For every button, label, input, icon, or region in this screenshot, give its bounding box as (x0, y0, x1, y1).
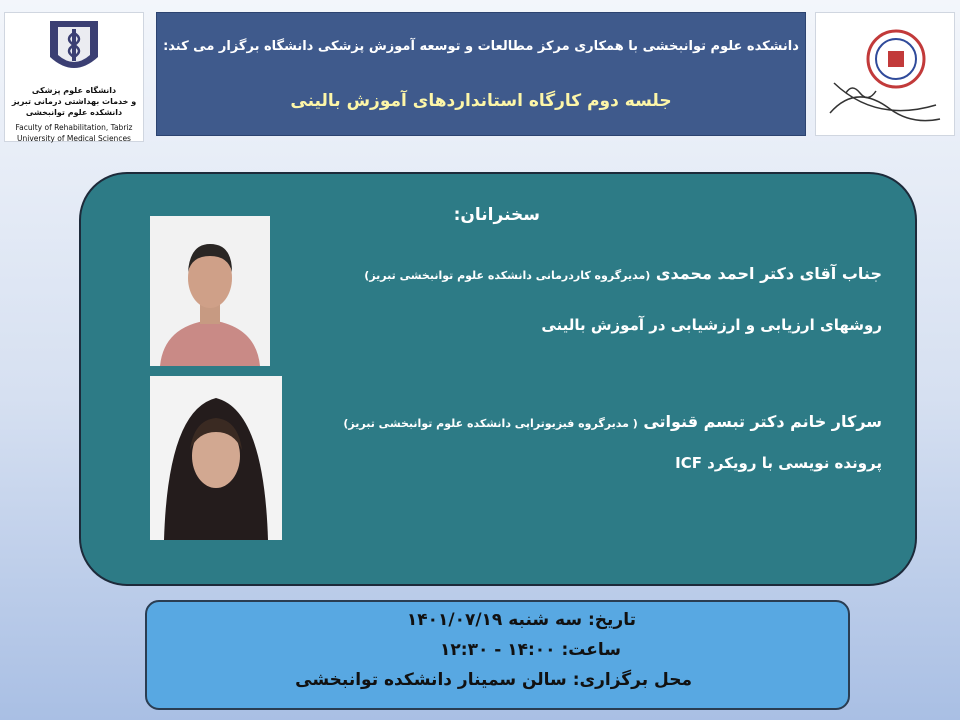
logo-en-line-1: Faculty of Rehabilitation, Tabriz (15, 123, 133, 132)
speaker-1-topic: روشهای ارزیابی و ارزشیابی در آموزش بالینی (541, 316, 882, 334)
logo-fa-line-2: و خدمات بهداشتی درمانی تبریز (11, 97, 137, 106)
emblem-icon (44, 17, 104, 81)
edc-seal-icon (816, 13, 954, 135)
speaker-2-topic: پرونده نویسی با رویکرد ICF (675, 454, 882, 472)
place-label: محل برگزاری: (572, 670, 692, 690)
time-row (147, 640, 848, 660)
time-value: ۱۴:۰۰ - ۱۲:۳۰ (440, 640, 556, 660)
logo-fa-line-3: دانشکده علوم توانبخشی (25, 108, 123, 117)
logo-en-line-2: University of Medical Sciences (17, 134, 131, 143)
speaker-2-affiliation: ( مدیرگروه فیزیوتراپی دانشکده علوم توانبخشی تبریز) (343, 417, 638, 430)
speaker-2-photo (150, 376, 282, 540)
speaker-1-name-line (364, 264, 882, 283)
speaker-2-name-line (343, 412, 882, 431)
speaker-1-name: جناب آقای دکتر احمد محمدی (655, 264, 882, 283)
logo-fa-line-1: دانشگاه علوم پزشکی (31, 86, 117, 95)
speaker-2-name: سرکار خانم دکتر تبسم قنواتی (643, 412, 882, 431)
banner-organizer-text: دانشکده علوم توانبخشی با همکاری مرکز مطالعات و توسعه آموزش پزشکی دانشگاه برگزار می کند: (163, 39, 799, 54)
time-label: ساعت: (561, 640, 621, 660)
date-value: سه شنبه ۱۴۰۱/۰۷/۱۹ (406, 610, 583, 630)
event-info-box (145, 600, 850, 710)
place-row (147, 670, 848, 690)
banner-title: جلسه دوم کارگاه استانداردهای آموزش بالینی (290, 91, 672, 111)
speaker-1-affiliation: (مدیرگروه کاردرمانی دانشکده علوم توانبخشی تبریز) (364, 269, 651, 282)
university-logo (4, 12, 144, 142)
place-value: سالن سمینار دانشکده توانبخشی (295, 670, 567, 690)
date-label: تاریخ: (588, 610, 636, 630)
date-row (147, 610, 848, 630)
speaker-1-photo (150, 216, 270, 366)
header-banner (156, 12, 806, 136)
edc-logo (815, 12, 955, 136)
speakers-heading: سخنرانان: (453, 205, 540, 225)
